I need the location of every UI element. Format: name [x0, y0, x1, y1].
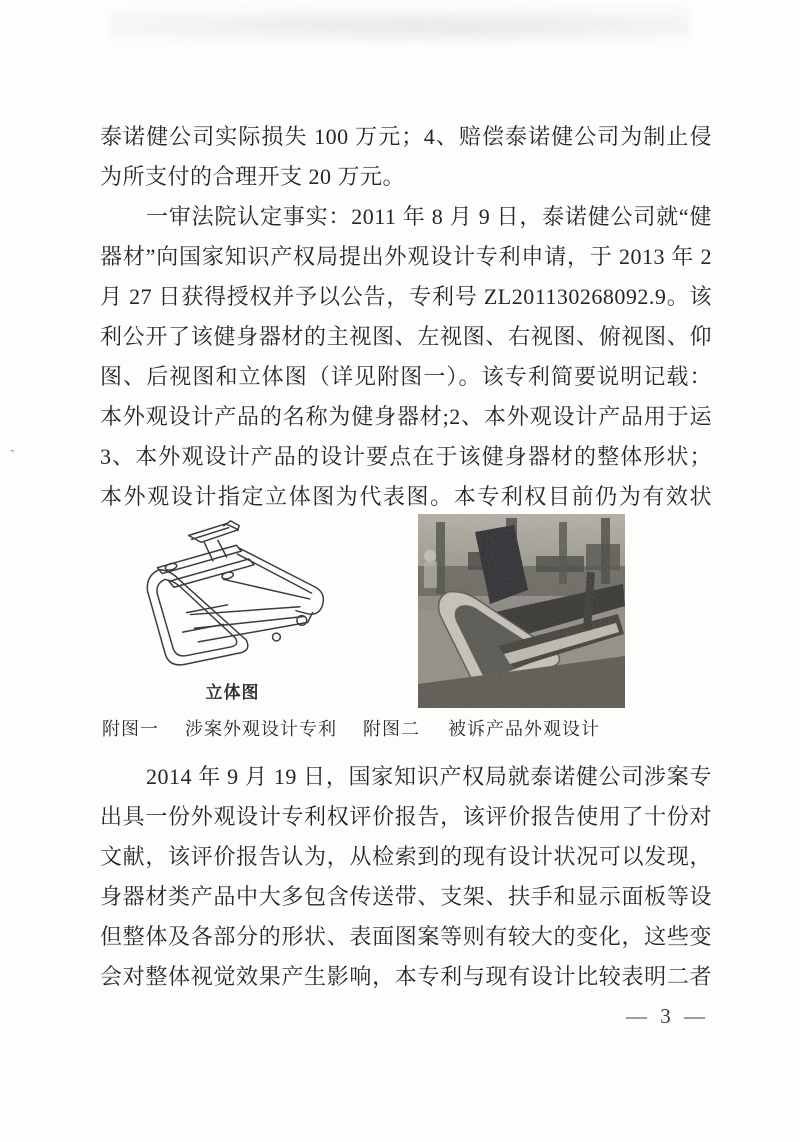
figure1-caption-tag: 附图一	[102, 719, 159, 739]
paragraph-damages	[100, 117, 712, 197]
body-text-line: 月 27 日获得授权并予以公告，专利号 ZL201130268092.9。该	[100, 284, 712, 309]
treadmill-photo-svg	[418, 514, 625, 708]
page-number: — 3 —	[626, 1004, 709, 1028]
figure1-patent-line-drawing	[130, 518, 335, 676]
paragraph-court-findings	[100, 197, 712, 517]
perspective-view-label: 立体图	[205, 683, 260, 702]
body-text-line: 图、后视图和立体图（详见附图一）。该专利简要说明记载：	[100, 364, 712, 389]
body-text-line: 泰诺健公司实际损失 100 万元；4、赔偿泰诺健公司为制止侵	[100, 124, 712, 149]
scan-artifact-mark: ˋ	[9, 447, 20, 465]
body-text-line: 本外观设计产品的名称为健身器材;2、本外观设计产品用于运	[100, 404, 712, 429]
body-text-line: 会对整体视觉效果产生影响，本专利与现有设计比较表明二者	[100, 964, 712, 989]
scan-noise-artifact	[110, 4, 690, 50]
body-text-line: 出具一份外观设计专利权评价报告，该评价报告使用了十份对	[100, 804, 712, 829]
body-text-line: 但整体及各部分的形状、表面图案等则有较大的变化，这些变	[100, 924, 712, 949]
body-text-line: 2014 年 9 月 19 日，国家知识产权局就泰诺健公司涉案专	[146, 764, 712, 789]
treadmill-drawing-svg	[130, 518, 335, 676]
body-text-line: 身器材类产品中大多包含传送带、支架、扶手和显示面板等设	[100, 884, 712, 909]
figure2-accused-product-photo	[418, 514, 625, 708]
body-text-line: 利公开了该健身器材的主视图、左视图、右视图、俯视图、仰	[100, 324, 712, 349]
figure2-caption-title: 被诉产品外观设计	[448, 719, 600, 739]
body-text-line: 器材”向国家知识产权局提出外观设计专利申请，于 2013 年 2	[100, 244, 712, 269]
body-text-line: 一审法院认定事实：2011 年 8 月 9 日，泰诺健公司就“健	[146, 204, 712, 229]
body-text-line: 3、本外观设计产品的设计要点在于该健身器材的整体形状；	[100, 444, 712, 469]
body-text-line: 本外观设计指定立体图为代表图。本专利权目前仍为有效状	[100, 484, 712, 509]
body-text-line: 文献，该评价报告认为，从检索到的现有设计状况可以发现，	[100, 844, 712, 869]
paragraph-evaluation-report	[100, 757, 712, 997]
figure1-caption-title: 涉案外观设计专利	[185, 719, 337, 739]
figure2-caption-tag: 附图二	[363, 719, 420, 739]
body-text-line: 为所支付的合理开支 20 万元。	[100, 164, 406, 189]
